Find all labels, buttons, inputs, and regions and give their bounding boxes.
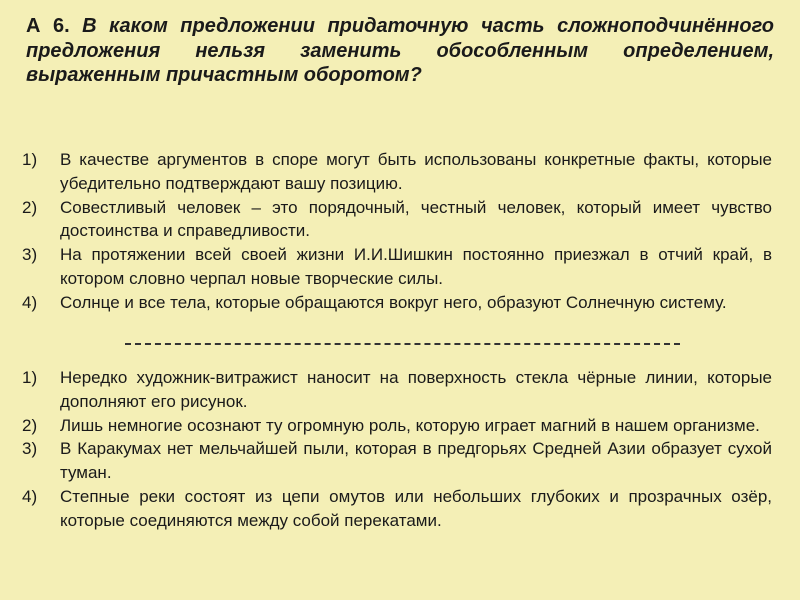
item-marker: 2) <box>22 415 38 435</box>
list-item <box>22 366 772 414</box>
item-marker: 1) <box>22 368 38 387</box>
list-item <box>22 485 772 533</box>
item-marker: 4) <box>22 486 38 506</box>
list-item <box>22 243 772 291</box>
item-text: Совестливый человек – это порядочный, честный человек, который имеет чувство достоинства и справедливости. <box>60 197 772 241</box>
list-item <box>22 414 772 438</box>
list-item <box>22 291 772 315</box>
item-text: Степные реки состоят из цепи омутов или небольших глубоких и прозрачных озёр, которые соединяются между собой перекатами. <box>60 486 772 530</box>
answer-list-a <box>22 148 772 315</box>
item-marker: 4) <box>22 292 38 312</box>
item-marker: 3) <box>22 439 38 459</box>
question-text: В каком предложении придаточную часть сложноподчинённого предложения нельзя заменить обособленным определением, выраженным причастным оборотом? <box>26 15 774 86</box>
list-item <box>22 148 772 196</box>
item-text: Нередко художник-витражист наносит на поверхность стекла чёрные линии, которые дополняют его рисунок. <box>60 368 772 411</box>
dashed-separator <box>125 343 680 345</box>
item-marker: 3) <box>22 245 38 265</box>
list-item <box>22 196 772 244</box>
item-text: Лишь немногие осознают ту огромную роль, которую играет магний в нашем организме. <box>60 415 760 435</box>
list-item <box>22 437 772 485</box>
item-marker: 1) <box>22 150 38 169</box>
item-text: Солнце и все тела, которые обращаются вокруг него, образуют Солнечную систему. <box>60 292 727 312</box>
question-heading <box>26 14 774 88</box>
item-text: В Каракумах нет мельчайшей пыли, которая в предгорьях Средней Азии образует сухой туман. <box>60 439 772 483</box>
item-text: На протяжении всей своей жизни И.И.Шишкин постоянно приезжал в отчий край, в котором словно черпал новые творческие силы. <box>60 245 772 288</box>
item-text: В качестве аргументов в споре могут быть использованы конкретные факты, которые убедительно подтверждают вашу позицию. <box>60 150 772 193</box>
question-number: А 6. <box>26 15 70 37</box>
answer-list-b <box>22 366 772 533</box>
item-marker: 2) <box>22 197 38 217</box>
